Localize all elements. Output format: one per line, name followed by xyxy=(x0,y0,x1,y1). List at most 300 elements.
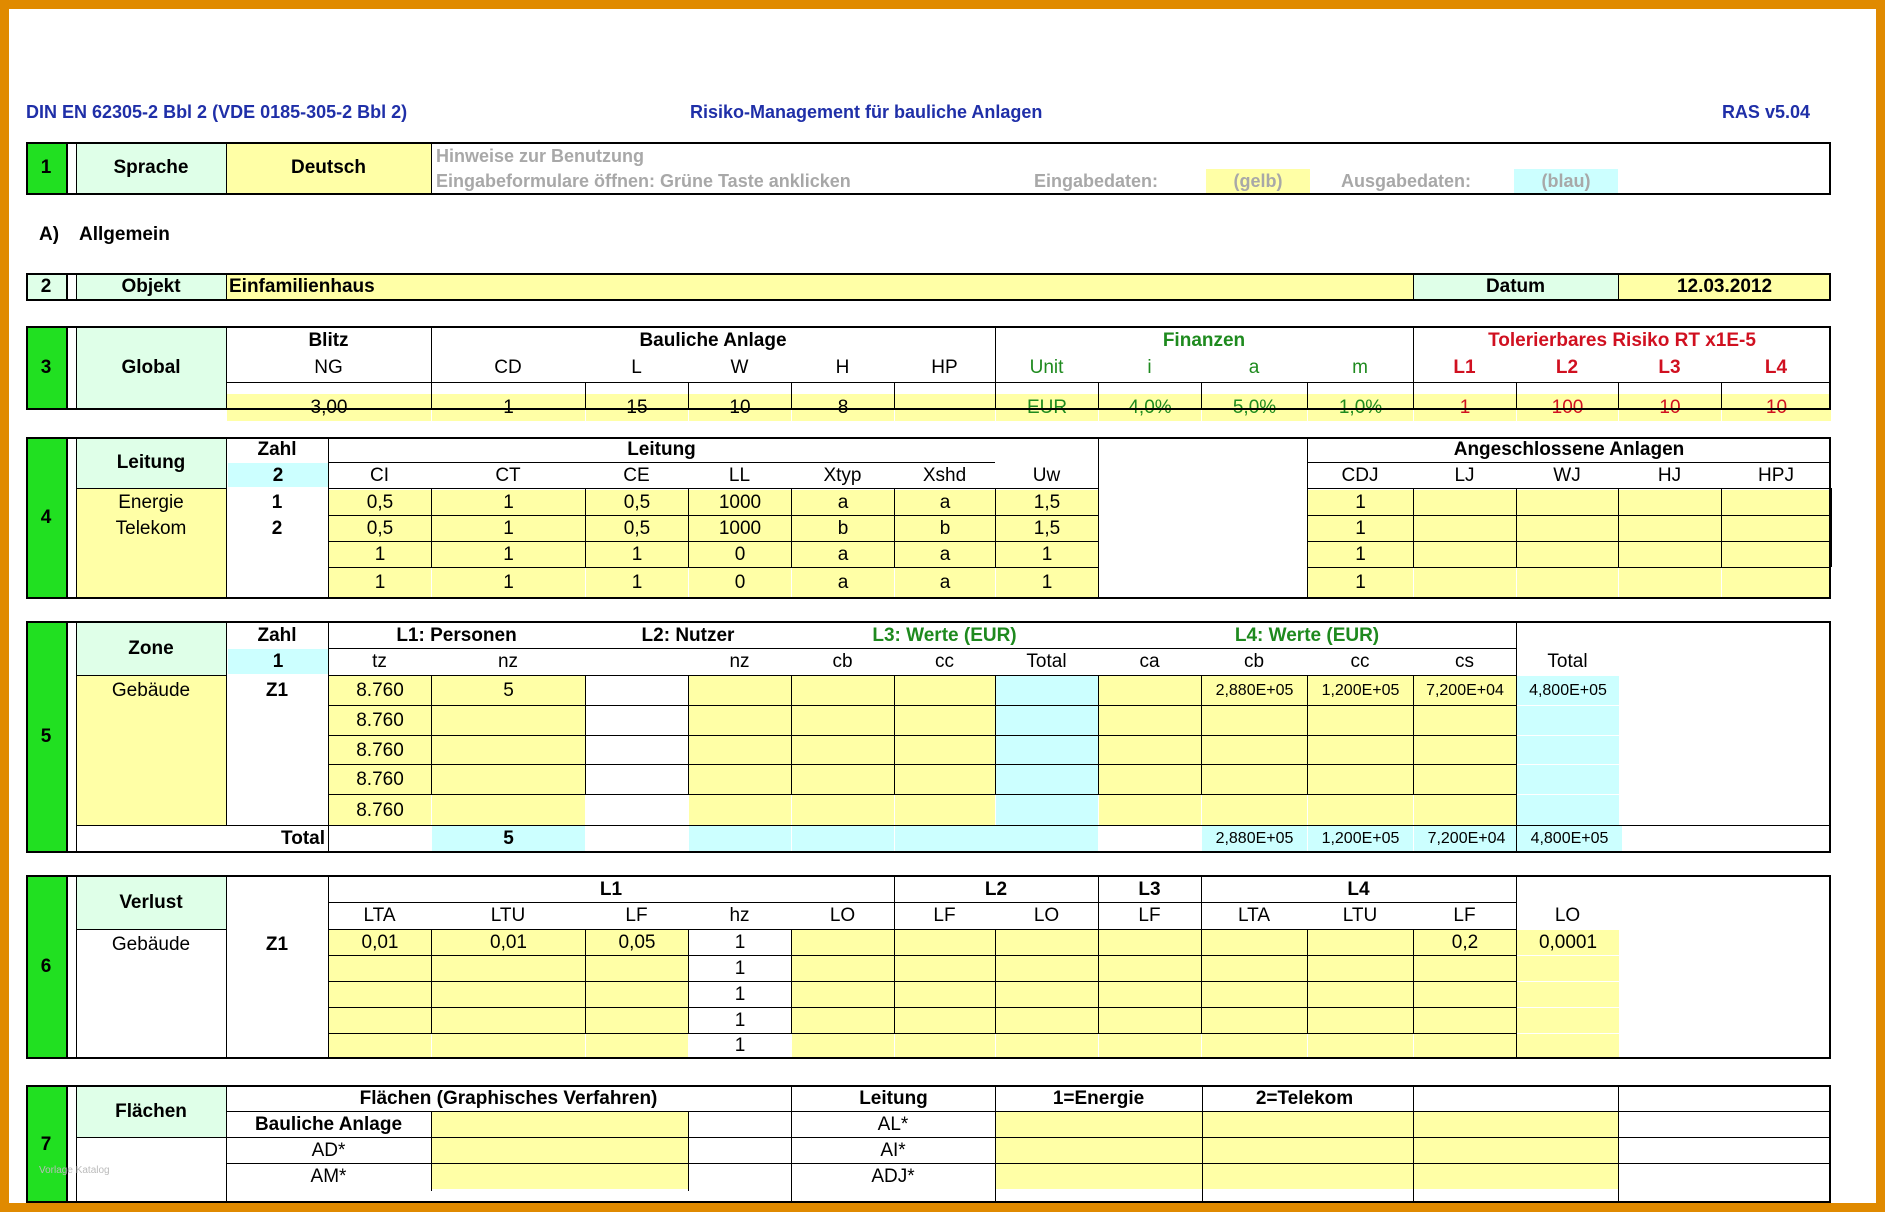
zone-cell[interactable] xyxy=(689,736,791,764)
total-cell xyxy=(996,826,1098,851)
verlust-cell[interactable] xyxy=(1099,982,1201,1007)
zone-cell[interactable] xyxy=(1202,736,1307,764)
zone-name: Gebäude xyxy=(111,933,191,955)
zone-cell[interactable]: 2,880E+05 xyxy=(1202,676,1307,705)
leitung-cell[interactable]: 0,5 xyxy=(586,490,688,515)
verlust-cell[interactable] xyxy=(1099,956,1201,981)
leitung-cell[interactable]: b xyxy=(895,516,995,541)
zone-cell[interactable] xyxy=(1099,736,1201,764)
anlagen-cell[interactable] xyxy=(1517,568,1618,597)
global-value-7[interactable]: 4,0% xyxy=(1099,394,1201,421)
date-value[interactable]: 12.03.2012 xyxy=(1618,273,1831,299)
anlagen-cell[interactable] xyxy=(1722,516,1831,541)
spreadsheet xyxy=(9,9,1876,1203)
global-value-12[interactable]: 10 xyxy=(1619,394,1721,421)
verlust-cell[interactable] xyxy=(792,956,894,981)
verlust-cell[interactable] xyxy=(1308,930,1413,955)
leitung-cell[interactable]: 1,5 xyxy=(996,516,1098,541)
leitung-cell[interactable]: 1 xyxy=(996,568,1098,597)
leitung-cell[interactable]: 1 xyxy=(996,542,1098,567)
watermark: Vorlage Katalog xyxy=(39,1165,110,1176)
leitung-flaeche-input[interactable] xyxy=(996,1112,1202,1137)
verlust-cell[interactable] xyxy=(895,982,995,1007)
leitung-header-ce: CE xyxy=(623,465,650,486)
zone-cell[interactable] xyxy=(792,676,894,705)
zone-header-9: cs xyxy=(1455,651,1474,672)
language-value[interactable]: Deutsch xyxy=(226,142,431,193)
anlagen-header-hj: HJ xyxy=(1657,465,1682,486)
leitung-header-xtyp: Xtyp xyxy=(823,465,862,486)
verlust-cell[interactable] xyxy=(586,982,688,1007)
leitung-cell[interactable]: a xyxy=(792,542,894,567)
anlagen-cell[interactable]: 1 xyxy=(1308,568,1413,597)
anlagen-cell[interactable]: 1 xyxy=(1308,516,1413,541)
anlagen-cell[interactable] xyxy=(1619,542,1721,567)
zone-cell[interactable] xyxy=(1202,765,1307,794)
verlust-cell[interactable] xyxy=(792,930,894,955)
verlust-cell[interactable] xyxy=(432,1008,585,1033)
verlust-cell[interactable] xyxy=(996,930,1098,955)
zone-cell[interactable] xyxy=(1099,765,1201,794)
global-header-6: Unit xyxy=(1029,357,1064,378)
verlust-cell[interactable] xyxy=(1202,930,1307,955)
leitung-cell[interactable]: 1,5 xyxy=(996,490,1098,515)
anlagen-header-wj: WJ xyxy=(1553,465,1581,486)
verlust-cell[interactable] xyxy=(586,1008,688,1033)
leitung-cell[interactable]: 0,5 xyxy=(329,490,431,515)
zone-cell[interactable]: 8.760 xyxy=(329,676,431,705)
leitung-cell[interactable]: 1 xyxy=(586,542,688,567)
zone-header-3: cb xyxy=(832,651,853,672)
section-a-title: Allgemein xyxy=(79,223,170,245)
leitung-cell[interactable]: 0 xyxy=(689,542,791,567)
leitung-cell[interactable]: 1 xyxy=(432,542,585,567)
global-value-6[interactable]: EUR xyxy=(996,394,1098,421)
total-nz: 5 xyxy=(432,826,585,851)
verlust-cell: 1 xyxy=(734,932,746,953)
global-value-10[interactable]: 1 xyxy=(1414,394,1516,421)
global-header-0: NG xyxy=(314,357,343,378)
leitung-header-ci: CI xyxy=(370,465,389,486)
leitung-cell[interactable]: 1000 xyxy=(689,490,791,515)
group-telekom: 2=Telekom xyxy=(1255,1088,1354,1109)
leitung-cell[interactable]: b xyxy=(792,516,894,541)
group-l1-personen: L1: Personen xyxy=(396,624,517,646)
verlust-cell[interactable] xyxy=(792,982,894,1007)
zone-cell[interactable] xyxy=(792,736,894,764)
leitung-cell[interactable]: a xyxy=(895,490,995,515)
verlust-header-9: LTU xyxy=(1342,905,1378,926)
verlust-cell[interactable] xyxy=(432,1034,585,1057)
zone-cell[interactable] xyxy=(1414,736,1516,764)
verlust-cell[interactable] xyxy=(1099,1008,1201,1033)
verlust-cell[interactable] xyxy=(1517,956,1619,981)
leitung-cell[interactable]: 0,5 xyxy=(329,516,431,541)
zone-name: Gebäude xyxy=(111,679,191,701)
verlust-cell[interactable] xyxy=(895,1034,995,1057)
verlust-cell[interactable] xyxy=(1517,1034,1619,1057)
anlagen-header-hpj: HPJ xyxy=(1758,465,1794,486)
am-input[interactable] xyxy=(431,1164,688,1189)
leitung-flaeche-input[interactable] xyxy=(1203,1112,1413,1137)
leitung-row-name: Energie xyxy=(118,491,184,513)
section-5-button[interactable]: 5 xyxy=(26,621,66,851)
group-l2-nutzer: L2: Nutzer xyxy=(641,624,735,646)
section-7-button[interactable]: 7 xyxy=(26,1085,66,1203)
zahl-value: 1 xyxy=(228,649,328,674)
anlagen-cell[interactable]: 1 xyxy=(1308,490,1413,515)
zone-cell[interactable]: 8.760 xyxy=(329,706,431,735)
anlagen-cell[interactable]: 1 xyxy=(1308,542,1413,567)
group-blitz: Blitz xyxy=(308,329,349,351)
total-cell xyxy=(792,826,894,851)
leitung-row-name: Telekom xyxy=(115,517,187,539)
global-value-1[interactable]: 1 xyxy=(432,394,585,421)
global-value-8[interactable]: 5,0% xyxy=(1202,394,1307,421)
zone-cell[interactable] xyxy=(689,676,791,705)
zone-cell xyxy=(1517,795,1619,825)
zone-cell[interactable] xyxy=(895,676,995,705)
verlust-cell[interactable] xyxy=(329,1034,431,1057)
zone-header-6: ca xyxy=(1139,651,1160,672)
total-l4-2: 7,200E+04 xyxy=(1414,826,1519,851)
leitung-cell[interactable]: 1 xyxy=(329,568,431,597)
leitung-header-uw: Uw xyxy=(1032,465,1061,486)
zone-cell[interactable] xyxy=(1202,706,1307,735)
group-l2: L2 xyxy=(984,878,1008,900)
anlagen-cell[interactable] xyxy=(1722,568,1831,597)
global-header-2: L xyxy=(631,357,642,378)
verlust-cell[interactable] xyxy=(895,1008,995,1033)
section-6-button[interactable]: 6 xyxy=(26,875,66,1057)
global-header-4: H xyxy=(835,357,850,378)
group-l3-werte: L3: Werte (EUR) xyxy=(872,624,1017,646)
group-l1: L1 xyxy=(599,878,623,900)
leitung-row-number: 1 xyxy=(271,491,283,513)
verlust-cell[interactable] xyxy=(996,1008,1098,1033)
leitung-flaeche-input[interactable] xyxy=(1203,1164,1413,1189)
zone-cell[interactable] xyxy=(1202,795,1307,825)
anlagen-cell[interactable] xyxy=(1414,542,1516,567)
leitung-flaeche-label: AL* xyxy=(877,1114,909,1135)
zone-cell[interactable] xyxy=(689,706,791,735)
zahl-label: Zahl xyxy=(257,624,297,646)
zone-cell[interactable] xyxy=(689,795,791,825)
verlust-cell: 1 xyxy=(734,984,746,1005)
anlagen-cell[interactable] xyxy=(1414,568,1516,597)
section-a-prefix: A) xyxy=(39,223,60,245)
object-label: Objekt xyxy=(76,273,226,299)
verlust-cell[interactable] xyxy=(329,956,431,981)
leitung-flaeche-input[interactable] xyxy=(1203,1138,1413,1163)
am-label: AM* xyxy=(310,1166,347,1187)
flaechen-label: Flächen xyxy=(76,1085,226,1137)
leitung-header-xshd: Xshd xyxy=(922,465,967,486)
input-data-label: Eingabedaten: xyxy=(1034,171,1159,191)
verlust-cell[interactable] xyxy=(1202,1034,1307,1057)
verlust-cell[interactable] xyxy=(586,956,688,981)
anlagen-cell[interactable] xyxy=(1619,490,1721,515)
verlust-cell[interactable]: 0,0001 xyxy=(1517,930,1619,955)
zone-cell[interactable]: 1,200E+05 xyxy=(1308,676,1413,705)
verlust-cell[interactable] xyxy=(329,982,431,1007)
verlust-header-0: LTA xyxy=(363,905,396,926)
verlust-cell[interactable] xyxy=(1308,956,1413,981)
anlagen-cell[interactable] xyxy=(1414,516,1516,541)
verlust-cell[interactable] xyxy=(1099,1034,1201,1057)
zone-cell: 4,800E+05 xyxy=(1517,676,1619,705)
group-energie: 1=Energie xyxy=(1052,1088,1145,1109)
leitung-cell[interactable]: 1000 xyxy=(689,516,791,541)
verlust-header-3: hz xyxy=(729,905,750,926)
verlust-header-4: LO xyxy=(829,905,856,926)
verlust-cell[interactable] xyxy=(895,956,995,981)
zone-header-10: Total xyxy=(1547,651,1588,672)
zone-cell[interactable] xyxy=(895,765,995,794)
zone-cell[interactable] xyxy=(1308,765,1413,794)
zahl-value: 2 xyxy=(228,463,328,487)
leitung-cell[interactable]: 1 xyxy=(432,490,585,515)
global-header-7: i xyxy=(1147,357,1152,378)
leitung-cell[interactable]: 1 xyxy=(432,568,585,597)
zone-cell[interactable] xyxy=(895,795,995,825)
verlust-cell[interactable] xyxy=(1202,1008,1307,1033)
zone-header-7: cb xyxy=(1243,651,1265,672)
zone-cell[interactable]: 8.760 xyxy=(329,765,431,794)
zone-cell xyxy=(1517,765,1619,794)
total-label: Total xyxy=(281,827,325,849)
bauliche-anlage-label: Bauliche Anlage xyxy=(254,1114,403,1135)
zone-cell xyxy=(996,795,1098,825)
zone-cell[interactable] xyxy=(792,706,894,735)
section-1-button[interactable]: 1 xyxy=(26,142,66,193)
zone-cell[interactable] xyxy=(432,795,585,825)
group-leitung: Leitung xyxy=(859,1088,928,1109)
verlust-header-7: LF xyxy=(1138,905,1161,926)
anlagen-cell[interactable] xyxy=(1517,542,1618,567)
verlust-cell[interactable] xyxy=(1517,1008,1619,1033)
zone-cell xyxy=(996,765,1098,794)
verlust-cell[interactable] xyxy=(1202,956,1307,981)
leitung-cell[interactable]: a xyxy=(792,490,894,515)
verlust-cell[interactable] xyxy=(996,956,1098,981)
zone-cell[interactable] xyxy=(689,765,791,794)
zone-cell[interactable] xyxy=(1414,765,1516,794)
leitung-flaeche-label: AI* xyxy=(880,1140,906,1161)
zone-cell[interactable] xyxy=(1414,795,1516,825)
global-label: Global xyxy=(76,326,226,408)
verlust-cell[interactable]: 0,01 xyxy=(432,930,585,955)
verlust-cell[interactable]: 0,01 xyxy=(329,930,431,955)
verlust-cell[interactable] xyxy=(792,1034,894,1057)
leitung-flaeche-input[interactable] xyxy=(1414,1164,1618,1189)
zone-cell[interactable] xyxy=(1099,676,1201,705)
leitung-cell[interactable]: 0,5 xyxy=(586,516,688,541)
usage-hint-title: Hinweise zur Benutzung xyxy=(436,146,645,166)
zone-cell[interactable] xyxy=(1308,706,1413,735)
global-value-13[interactable]: 10 xyxy=(1722,394,1831,421)
leitung-flaeche-input[interactable] xyxy=(996,1138,1202,1163)
verlust-header-2: LF xyxy=(625,905,648,926)
global-value-4[interactable]: 8 xyxy=(792,394,894,421)
zone-cell[interactable] xyxy=(792,795,894,825)
verlust-cell[interactable] xyxy=(432,982,585,1007)
zone-cell xyxy=(996,706,1098,735)
anlagen-cell[interactable] xyxy=(1619,568,1721,597)
zone-cell[interactable] xyxy=(895,736,995,764)
verlust-cell[interactable] xyxy=(996,1034,1098,1057)
zone-cell[interactable] xyxy=(432,736,585,764)
anlagen-cell[interactable] xyxy=(1722,542,1831,567)
verlust-header-8: LTA xyxy=(1237,905,1271,926)
leitung-cell[interactable]: 1 xyxy=(432,516,585,541)
global-header-11: L2 xyxy=(1555,357,1579,378)
zone-header-8: cc xyxy=(1350,651,1370,672)
leitung-flaeche-input[interactable] xyxy=(1414,1138,1618,1163)
leitung-cell[interactable]: 0 xyxy=(689,568,791,597)
zone-cell xyxy=(1517,736,1619,764)
global-value-11[interactable]: 100 xyxy=(1517,394,1618,421)
zahl-label: Zahl xyxy=(257,439,297,460)
verlust-cell[interactable] xyxy=(1308,1008,1413,1033)
global-header-1: CD xyxy=(494,357,522,378)
zone-cell[interactable] xyxy=(432,706,585,735)
anlagen-cell[interactable] xyxy=(1619,516,1721,541)
leitung-cell[interactable]: 1 xyxy=(329,542,431,567)
zone-cell[interactable] xyxy=(1099,706,1201,735)
verlust-cell[interactable] xyxy=(996,982,1098,1007)
verlust-cell[interactable] xyxy=(1099,930,1201,955)
global-header-13: L4 xyxy=(1764,357,1788,378)
zone-header-0: tz xyxy=(372,651,387,672)
zone-cell xyxy=(1517,706,1619,735)
ad-input[interactable] xyxy=(431,1138,688,1163)
zone-cell[interactable]: 8.760 xyxy=(329,736,431,764)
verlust-header-6: LO xyxy=(1033,905,1060,926)
output-data-label: Ausgabedaten: xyxy=(1341,171,1472,191)
verlust-cell[interactable]: 0,05 xyxy=(586,930,688,955)
leitung-label: Leitung xyxy=(76,437,226,488)
zone-cell[interactable] xyxy=(792,765,894,794)
date-label: Datum xyxy=(1413,273,1618,299)
verlust-cell[interactable] xyxy=(1308,982,1413,1007)
verlust-cell[interactable] xyxy=(1414,982,1516,1007)
total-cell xyxy=(689,826,791,851)
total-cell xyxy=(895,826,997,851)
verlust-cell[interactable] xyxy=(586,1034,688,1057)
zone-cell[interactable]: 7,200E+04 xyxy=(1414,676,1516,705)
global-value-0[interactable]: 3,00 xyxy=(227,394,431,421)
group-l3: L3 xyxy=(1138,878,1161,900)
zone-cell[interactable] xyxy=(1308,736,1413,764)
zone-cell[interactable]: 8.760 xyxy=(329,795,431,825)
zone-label: Zone xyxy=(76,621,226,675)
verlust-cell: 1 xyxy=(734,1035,746,1056)
leitung-cell[interactable]: a xyxy=(895,542,995,567)
verlust-cell[interactable] xyxy=(1308,1034,1413,1057)
anlagen-cell[interactable] xyxy=(1517,516,1618,541)
leitung-flaeche-input[interactable] xyxy=(1414,1112,1618,1137)
zone-cell[interactable] xyxy=(1414,706,1516,735)
zone-id: Z1 xyxy=(265,679,289,701)
zone-cell[interactable] xyxy=(1308,795,1413,825)
verlust-cell[interactable] xyxy=(1202,982,1307,1007)
leitung-cell[interactable]: a xyxy=(895,568,995,597)
version-label: RAS v5.04 xyxy=(1721,102,1810,122)
anlagen-cell[interactable] xyxy=(1517,490,1618,515)
input-color-swatch: (gelb) xyxy=(1206,169,1310,193)
global-value-3[interactable]: 10 xyxy=(689,394,791,421)
group-bauliche-anlage: Bauliche Anlage xyxy=(639,329,787,351)
verlust-cell[interactable] xyxy=(895,930,995,955)
verlust-cell[interactable]: 0,2 xyxy=(1414,930,1516,955)
verlust-cell[interactable] xyxy=(329,1008,431,1033)
leitung-row-number: 2 xyxy=(271,517,283,539)
section-2-number: 2 xyxy=(26,273,66,299)
zone-cell[interactable] xyxy=(895,706,995,735)
global-value-5[interactable] xyxy=(895,394,995,421)
global-value-9[interactable]: 1,0% xyxy=(1308,394,1413,421)
verlust-header-5: LF xyxy=(933,905,956,926)
zone-header-2: nz xyxy=(729,651,750,672)
verlust-cell[interactable] xyxy=(792,1008,894,1033)
leitung-flaeche-input[interactable] xyxy=(996,1164,1202,1189)
ad-label: AD* xyxy=(311,1140,346,1161)
leitung-cell[interactable]: a xyxy=(792,568,894,597)
page-title: Risiko-Management für bauliche Anlagen xyxy=(690,102,1043,122)
verlust-cell[interactable] xyxy=(1414,1008,1516,1033)
zone-cell[interactable] xyxy=(432,765,585,794)
standard-title: DIN EN 62305-2 Bbl 2 (VDE 0185-305-2 Bbl 2) xyxy=(26,102,408,122)
leitung-cell[interactable]: 1 xyxy=(586,568,688,597)
group-angeschlossene-anlagen: Angeschlossene Anlagen xyxy=(1453,439,1685,460)
bauliche-anlage-input[interactable] xyxy=(431,1112,688,1137)
verlust-cell[interactable] xyxy=(432,956,585,981)
section-3-button[interactable]: 3 xyxy=(26,326,66,408)
anlagen-cell[interactable] xyxy=(1722,490,1831,515)
anlagen-header-lj: LJ xyxy=(1454,465,1475,486)
global-header-8: a xyxy=(1248,357,1260,378)
verlust-cell[interactable] xyxy=(1414,1034,1516,1057)
global-header-12: L3 xyxy=(1658,357,1681,378)
verlust-cell[interactable] xyxy=(1414,956,1516,981)
global-value-2[interactable]: 15 xyxy=(586,394,688,421)
verlust-header-1: LTU xyxy=(490,905,526,926)
section-4-button[interactable]: 4 xyxy=(26,437,66,597)
anlagen-cell[interactable] xyxy=(1414,490,1516,515)
group-flaechen-graphisch: Flächen (Graphisches Verfahren) xyxy=(359,1088,658,1109)
zone-cell xyxy=(996,736,1098,764)
zone-header-4: cc xyxy=(935,651,954,672)
group-l4: L4 xyxy=(1347,878,1370,900)
zone-header-5: Total xyxy=(1026,651,1067,672)
language-label: Sprache xyxy=(76,142,226,193)
global-header-3: W xyxy=(730,357,749,378)
total-l4-3: 4,800E+05 xyxy=(1517,826,1622,851)
usage-hint-text: Eingabeformulare öffnen: Grüne Taste anklicken xyxy=(436,171,851,191)
object-value[interactable]: Einfamilienhaus xyxy=(226,273,1413,299)
zone-cell[interactable] xyxy=(1099,795,1201,825)
group-finanzen: Finanzen xyxy=(1162,329,1246,351)
zone-cell[interactable]: 5 xyxy=(432,676,585,705)
leitung-flaeche-label: ADJ* xyxy=(871,1166,915,1187)
anlagen-header-cdj: CDJ xyxy=(1341,465,1379,486)
total-l4-1: 1,200E+05 xyxy=(1308,826,1413,851)
zone-id: Z1 xyxy=(265,933,289,955)
output-color-swatch: (blau) xyxy=(1514,169,1618,193)
verlust-cell[interactable] xyxy=(1517,982,1619,1007)
verlust-header-10: LF xyxy=(1453,905,1476,926)
